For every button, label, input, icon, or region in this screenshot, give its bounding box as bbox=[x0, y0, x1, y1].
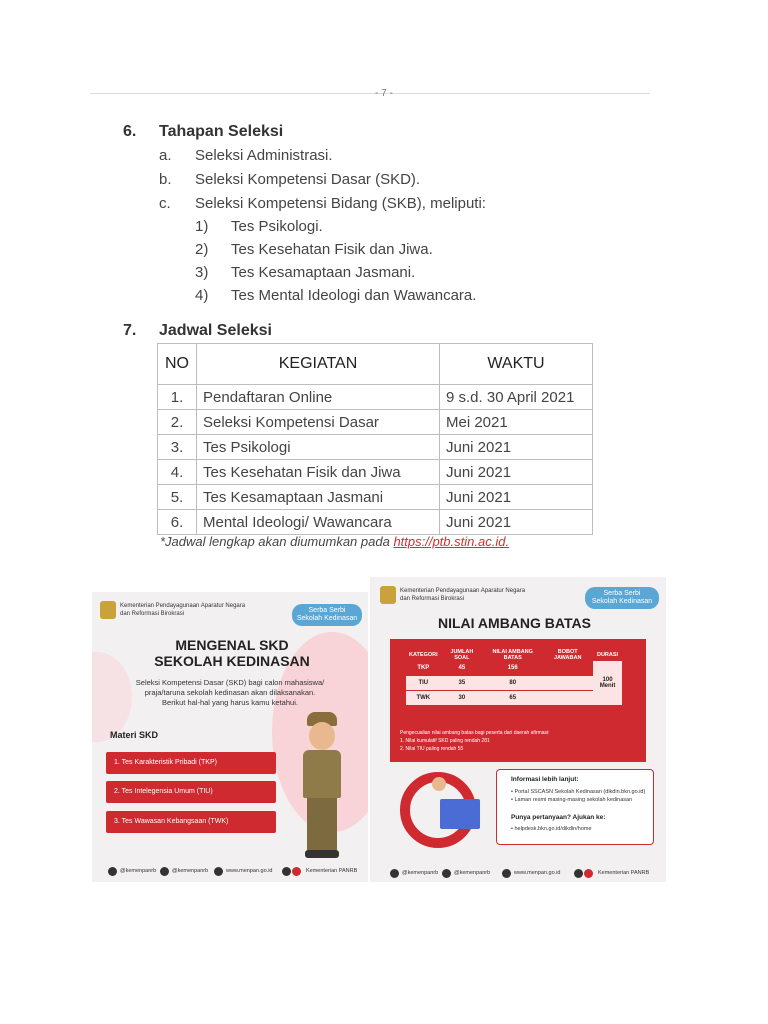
list-item: Seleksi Kompetensi Dasar (SKD). bbox=[195, 171, 421, 188]
cell-waktu: Juni 2021 bbox=[440, 510, 593, 535]
table-row bbox=[158, 385, 593, 410]
cell-waktu: Juni 2021 bbox=[440, 460, 593, 485]
sublist-item: Tes Kesehatan Fisik dan Jiwa. bbox=[231, 241, 433, 258]
ministry-line: Kementerian Pendayagunaan Aparatur Negara bbox=[120, 603, 246, 609]
note-line: Pengecualian nilai ambang batas bagi peserta dari daerah afirmasi: bbox=[400, 730, 550, 736]
cell-no: 2. bbox=[158, 410, 197, 435]
helpdesk-link[interactable]: helpdesk.bkn.go.id/dikdin/home bbox=[514, 826, 592, 832]
question-title: Punya pertanyaan? Ajukan ke: bbox=[511, 814, 606, 821]
cell-kegiatan: Pendaftaran Online bbox=[197, 385, 440, 410]
cell-no: 6. bbox=[158, 510, 197, 535]
cell-no: 5. bbox=[158, 485, 197, 510]
facebook-icon bbox=[574, 869, 583, 878]
badge-line: Serba Serbi bbox=[603, 590, 641, 597]
list-label: c. bbox=[159, 195, 171, 212]
note-line: 1. Nilai kumulatif SKD paling rendah 281 bbox=[400, 738, 490, 744]
cell-no: 3. bbox=[158, 435, 197, 460]
infographic-title bbox=[132, 637, 332, 669]
laptop-icon bbox=[440, 799, 480, 829]
title-line: SEKOLAH KEDINASAN bbox=[154, 653, 310, 669]
cell-waktu: Mei 2021 bbox=[440, 410, 593, 435]
schedule-note bbox=[160, 534, 509, 549]
ministry-name bbox=[400, 587, 525, 603]
materi-item-tkp: 1. Tes Karakteristik Pribadi (TKP) bbox=[106, 752, 276, 774]
info-item-text: Laman resmi masing-masing sekolah kedinasan bbox=[514, 797, 633, 803]
cell-bobot bbox=[542, 661, 593, 676]
shoes-icon bbox=[305, 850, 339, 858]
header-bobot: BOBOT JAWABAN bbox=[553, 649, 582, 661]
cell-nilai: 156 bbox=[483, 661, 542, 676]
cell-no: 1. bbox=[158, 385, 197, 410]
sublist-label: 4) bbox=[195, 287, 209, 304]
desc-line: Seleksi Kompetensi Dasar (SKD) bagi calon mahasiswa/ bbox=[135, 678, 325, 687]
table-row bbox=[158, 510, 593, 535]
facebook-icon bbox=[282, 867, 291, 876]
infographic-description bbox=[110, 678, 350, 708]
footer-ministry: Kementerian PANRB bbox=[306, 868, 358, 874]
cell-kategori: TKP bbox=[406, 661, 441, 676]
table-row bbox=[406, 661, 622, 676]
header-kategori: KATEGORI bbox=[409, 652, 438, 658]
sublist-label: 2) bbox=[195, 241, 209, 258]
header-waktu: WAKTU bbox=[440, 344, 593, 385]
table-row bbox=[158, 460, 593, 485]
youtube-icon bbox=[292, 867, 301, 876]
cell-kategori: TWK bbox=[406, 691, 441, 706]
affirmation-note bbox=[400, 729, 550, 753]
sublist-item: Tes Kesamaptaan Jasmani. bbox=[231, 264, 416, 281]
garuda-emblem-icon bbox=[380, 586, 396, 604]
nab-infographic bbox=[370, 577, 666, 882]
table-row bbox=[158, 485, 593, 510]
header-nilai-ambang: NILAI AMBANG BATAS bbox=[492, 649, 533, 661]
ministry-line: Kementerian Pendayagunaan Aparatur Negara bbox=[400, 588, 526, 594]
footer-bar bbox=[92, 860, 368, 882]
ministry-name bbox=[120, 602, 245, 618]
table-row bbox=[158, 435, 593, 460]
note-text: *Jadwal lengkap akan diumumkan pada bbox=[160, 534, 394, 549]
ministry-line: dan Reformasi Birokrasi bbox=[120, 611, 185, 617]
sublist-item: Tes Psikologi. bbox=[231, 218, 323, 235]
materi-item-twk: 3. Tes Wawasan Kebangsaan (TWK) bbox=[106, 811, 276, 833]
uniform-shirt-icon bbox=[303, 750, 341, 798]
page-number: - 7 - bbox=[375, 88, 393, 99]
page-divider bbox=[90, 93, 650, 94]
materi-title: Materi SKD bbox=[110, 730, 159, 740]
cell-jumlah: 35 bbox=[441, 676, 483, 691]
section-6-title: Tahapan Seleksi bbox=[159, 123, 284, 140]
table-header-row bbox=[158, 344, 593, 385]
infographic-title: NILAI AMBANG BATAS bbox=[438, 615, 591, 631]
sublist-label: 3) bbox=[195, 264, 209, 281]
face-icon bbox=[309, 722, 335, 750]
sublist-label: 1) bbox=[195, 218, 209, 235]
table-header-row bbox=[406, 649, 622, 661]
twitter-icon bbox=[390, 869, 399, 878]
cell-bobot bbox=[542, 691, 593, 706]
threshold-table bbox=[406, 649, 622, 706]
desc-line: praja/taruna sekolah kedinasan akan dilaksanakan. bbox=[144, 688, 316, 697]
garuda-emblem-icon bbox=[100, 601, 116, 619]
info-item: • Portal SSCASN Sekolah Kedinasan (dikdin.bkn.go.id) bbox=[511, 789, 646, 795]
header-no: NO bbox=[158, 344, 197, 385]
cell-waktu: Juni 2021 bbox=[440, 435, 593, 460]
badge-line: Sekolah Kedinasan bbox=[591, 598, 653, 605]
series-badge bbox=[292, 604, 362, 626]
list-label: b. bbox=[159, 171, 172, 188]
footer-ministry: Kementerian PANRB bbox=[598, 870, 650, 876]
footer-instagram: @kemenpanrb bbox=[454, 870, 491, 876]
cell-waktu: Juni 2021 bbox=[440, 485, 593, 510]
instagram-icon bbox=[442, 869, 451, 878]
list-label: a. bbox=[159, 147, 172, 164]
person-icon bbox=[432, 777, 446, 791]
student-illustration bbox=[297, 712, 347, 860]
header-kegiatan: KEGIATAN bbox=[197, 344, 440, 385]
note-line: 2. Nilai TIU paling rendah 55 bbox=[400, 746, 464, 752]
cell-bobot bbox=[542, 676, 593, 691]
info-box bbox=[496, 769, 654, 845]
series-badge bbox=[585, 587, 659, 609]
cell-kategori: TIU bbox=[406, 676, 441, 691]
footer-twitter: @kemenpanrb bbox=[402, 870, 439, 876]
section-7-title: Jadwal Seleksi bbox=[159, 322, 272, 339]
section-6-number: 6. bbox=[123, 123, 137, 140]
uniform-pants-icon bbox=[307, 798, 337, 850]
desc-line: Berikut hal-hal yang harus kamu ketahui. bbox=[162, 698, 298, 707]
footer-bar bbox=[370, 867, 666, 882]
badge-line: Serba Serbi bbox=[308, 607, 346, 614]
badge-line: Sekolah Kedinasan bbox=[296, 615, 358, 622]
list-item: Seleksi Administrasi. bbox=[195, 147, 333, 164]
cell-kegiatan: Tes Psikologi bbox=[197, 435, 440, 460]
info-item-text: Portal SSCASN Sekolah Kedinasan (dikdin.bkn.go.id) bbox=[514, 789, 646, 795]
cell-kegiatan: Mental Ideologi/ Wawancara bbox=[197, 510, 440, 535]
note-link[interactable]: https://ptb.stin.ac.id. bbox=[393, 534, 510, 549]
header-durasi: DURASI bbox=[596, 652, 619, 658]
cell-durasi: 100 Menit bbox=[593, 661, 622, 706]
sublist-item: Tes Mental Ideologi dan Wawancara. bbox=[231, 287, 477, 304]
footer-twitter: @kemenpanrb bbox=[120, 868, 157, 874]
footer-instagram: @kemenpanrb bbox=[172, 868, 209, 874]
table-row bbox=[158, 410, 593, 435]
question-item: • helpdesk.bkn.go.id/dikdin/home bbox=[511, 826, 592, 832]
info-title: Informasi lebih lanjut: bbox=[511, 776, 579, 783]
table-row bbox=[406, 676, 622, 691]
instagram-icon bbox=[160, 867, 169, 876]
materi-item-tiu: 2. Tes Intelegensia Umum (TIU) bbox=[106, 781, 276, 803]
cell-kegiatan: Seleksi Kompetensi Dasar bbox=[197, 410, 440, 435]
list-item: Seleksi Kompetensi Bidang (SKB), meliputi: bbox=[195, 195, 486, 212]
cell-nilai: 80 bbox=[483, 676, 542, 691]
header-jumlah-soal: JUMLAH SOAL bbox=[450, 649, 474, 661]
ministry-line: dan Reformasi Birokrasi bbox=[400, 596, 465, 602]
cell-nilai: 65 bbox=[483, 691, 542, 706]
youtube-icon bbox=[584, 869, 593, 878]
globe-icon bbox=[214, 867, 223, 876]
twitter-icon bbox=[108, 867, 117, 876]
info-item: • Laman resmi masing-masing sekolah kedinasan bbox=[511, 797, 633, 803]
cell-no: 4. bbox=[158, 460, 197, 485]
cell-waktu: 9 s.d. 30 April 2021 bbox=[440, 385, 593, 410]
cell-jumlah: 45 bbox=[441, 661, 483, 676]
info-list bbox=[511, 788, 651, 804]
footer-website: www.menpan.go.id bbox=[514, 870, 561, 876]
globe-icon bbox=[502, 869, 511, 878]
cell-kegiatan: Tes Kesamaptaan Jasmani bbox=[197, 485, 440, 510]
table-row bbox=[406, 691, 622, 706]
title-line: MENGENAL SKD bbox=[175, 637, 289, 653]
cell-jumlah: 30 bbox=[441, 691, 483, 706]
section-7-number: 7. bbox=[123, 322, 137, 339]
footer-website: www.menpan.go.id bbox=[226, 868, 273, 874]
cell-kegiatan: Tes Kesehatan Fisik dan Jiwa bbox=[197, 460, 440, 485]
skd-infographic bbox=[92, 592, 368, 882]
schedule-table bbox=[157, 343, 593, 535]
